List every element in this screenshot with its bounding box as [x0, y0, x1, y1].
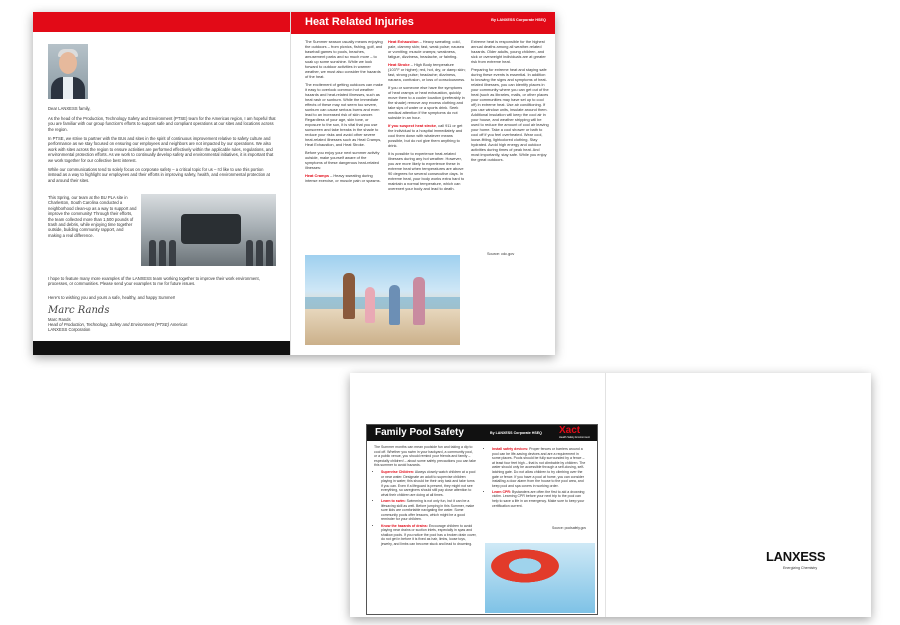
- heat-exhaustion-label: Heat Exhaustion: [388, 39, 419, 44]
- letter-paragraph: In PTSE, we strive to partner with the BUs and sites in the spirit of continuous improvement relative to safety culture and performance as we stay focused on ensuring our employees and neighbors are not impacted by our operations. We also work with sites across the region to ensure activities are performed effectively within the applicable rules, regulations, and environmental protection efforts. As we work to continually develop safety and environmental initiatives, it is important that we work together for our collective best interest.: [48, 136, 274, 163]
- paragraph: The Summer season usually means enjoying the outdoors – from picnics, fishing, golf, and baseball games to pools, beaches, amusement parks and so much more – to soak up some sunshine. While we look forward to outdoor activities in warmer weather, we must also consider the hazards of the heat.: [305, 39, 383, 79]
- article-column-3: [471, 39, 549, 162]
- fold-line: [605, 373, 606, 617]
- tip-label: Know the hazards of drains:: [381, 523, 428, 528]
- article-column-2: [388, 39, 466, 191]
- pool-tips-list: [485, 447, 588, 508]
- cleanup-team-photo: [141, 194, 276, 266]
- pool-safety-article: [366, 424, 598, 615]
- tip-label: Supervise Children:: [381, 469, 415, 474]
- heat-stroke-label: Heat Stroke: [388, 62, 410, 67]
- list-item: [492, 490, 588, 508]
- suspect-stroke-item: [388, 123, 466, 148]
- list-item: [492, 447, 588, 488]
- top-red-bar: [33, 12, 290, 32]
- paragraph: Extreme heat is responsible for the highest annual deaths among all weather-related hazards. Older adults, young children, and sick or overweight individuals are at greater risk from extreme heat.: [471, 39, 546, 64]
- signatory-block: [48, 317, 188, 333]
- tip-label: Learn CPR:: [492, 489, 512, 494]
- letter-paragraph: This Spring, our team at the BU PLA site in Charleston, South Carolina conducted a neighborhood clean-up as a way to support and improve the community! Through their efforts, the team collected more than 1,500 pounds of trash and debris, while enjoying time together outside, building community rapport, and making a real difference.: [48, 195, 137, 238]
- signatory-company: LANXESS Corporation: [48, 327, 91, 333]
- paragraph: It is possible to experience heat-related illnesses during any hot weather. However, you are more likely to experience these in extreme heat when temperatures are above 90 degrees for several consecutive days. In extreme heat, your body works extra hard to maintain a normal temperature, which can overexert your body and lead to death.: [388, 151, 465, 191]
- suspect-stroke-text: , call 911 or get the individual to a hospital immediately and cool them down with whatever means possible, but do not give them anything to drink.: [388, 123, 463, 148]
- list-item: [381, 499, 477, 522]
- tip-text: Always closely watch children at a pool or near water. Designate an adult to supervise children playing in water; this should be their only task and take turns if you can. Even if a lifeguard is present, they might not see everything, so caregivers should still pay close attention to what their children are doing at all times.: [381, 469, 476, 497]
- letter-paragraph: I hope to feature many more examples of the LANXESS team working together to improve their work environment, processes, or communities. Please send your examples to me for future issues.: [48, 276, 260, 287]
- paragraph: The excitement of getting outdoors can make it easy to overlook common hot weather hazards and heat-related illnesses, such as heat rash or sunburn. While the immediate effects of these may not seem too severe, sunburn can cause serious burns and even lead to an increased risk of skin cancer. Regardless of your age, skin tone, or exposure to the sun, it is vital that you use sunscreen and take breaks in the shade to reduce your risks and avoid other severe heat-related illnesses such as Heat Cramps, Heat Exhaustion, and Heat Stroke.: [305, 82, 383, 147]
- pool-byline: By LANXESS Corporate HSEQ: [490, 431, 542, 435]
- pool-intro: The Summer months can mean poolside fun and taking a dip to cool off. Whether you swim in your backyard, a community pool, or a public venue, you should remind your friends and family – especially children! – about some safety precautions you can take this summer to avoid hazards.: [374, 445, 476, 468]
- pool-safety-page: [350, 373, 871, 617]
- author-portrait: [48, 44, 88, 99]
- tip-label: Install safety devices:: [492, 447, 529, 451]
- xact-tagline: Health Safety Environment: [559, 436, 590, 439]
- tip-text: Proper fences or barriers around a pool can be life-saving devices and are a requirement in some places. Pools should be fully surrounded by a fence – at least four feet high – that is not climbable by children. The water should only be accessible through a self-closing, self-latching gate. Do not allow children to try climbing over the gate or fence. If you have a pool at home, you can consider installing a door alarm from the house to the pool area, and keep pool and spa covers in working order.: [492, 447, 586, 488]
- tip-text: Bystanders are often the first to aid a drowning victim. Learning CPR before your next trip to the pool can help to save a life in an emergency. Make sure to keep your certification current.: [492, 489, 585, 508]
- paragraph: If you or someone else have the symptoms of heat cramps or heat exhaustion, quickly move them to a cooler location (preferably in the shade) remove any excess clothing and take sips of water or a sports drink. Seek medical attention if the symptoms do not subside in an hour.: [388, 85, 465, 120]
- heat-cramps-text: – Heavy sweating during intense exercise, or muscle pain or spasms.: [305, 173, 381, 183]
- xact-logo: Xact: [559, 425, 581, 436]
- paragraph: Preparing for extreme heat and staying safe during these events is essential. In addition to knowing the signs and symptoms of heat-related illnesses, you can identify places in your community where you can get out of the heat (such as libraries, malls, or other places your communities may have set up to cool off) in extreme heat. Use air conditioning. If you use window units, insulate around them. Additional insulation will keep the cool air in your house, and weather stripping will be used to reduce the amount of cool air leaving your home. Take a cool shower or bath to cool off if you feel overheated. Wear cool, loose-fitting, lightcolored clothing. Stay hydrated. Avoid high energy and outdoor activities during times of peak heat. And most importantly, stay safe. While you enjoy the great outdoors.: [471, 67, 549, 162]
- signatory-name: Marc Rands: [48, 317, 71, 322]
- bottom-black-bar: [33, 341, 290, 355]
- brand-tagline: Energizing Chemistry: [783, 566, 818, 570]
- article-source: Source: cdc.gov: [487, 252, 515, 256]
- pool-title: Family Pool Safety: [375, 427, 464, 438]
- paragraph: Before you enjoy your next summer activity outside, make yourself aware of the symptoms of these dangerous heat-related illnesses:: [305, 150, 380, 170]
- heat-cramps-label: Heat Cramps: [305, 173, 330, 178]
- tip-label: Learn to swim:: [381, 499, 406, 504]
- letter-greeting: Dear LANXESS family,: [48, 106, 91, 111]
- heat-stroke-item: [388, 62, 466, 82]
- list-item: [381, 524, 477, 547]
- heat-stroke-text: – High Body temperature (103°F or higher); red, hot, dry, or damp skin; fast, strong pulse; headache; dizziness, nausea, confusion, or loss of consciousness.: [388, 62, 466, 82]
- newsletter-spread: [33, 12, 555, 355]
- heat-exhaustion-text: – Heavy sweating; cold, pale, clammy skin; fast, weak pulse; nausea or vomiting; muscle cramps; weakness, fatigue, dizziness, headache, or fainting.: [388, 39, 464, 59]
- family-beach-photo: [305, 255, 460, 345]
- life-ring-icon: [490, 549, 560, 583]
- title-red-bar: [291, 12, 555, 34]
- letter-paragraph: While our communications tend to solely focus on corporate safety – a critical topic for us – I'd like to use this portion instead as a way to highlight our employees and their efforts in improving safety, health, and environmental protection at and around their sites.: [48, 167, 270, 183]
- heat-injuries-page: [290, 12, 555, 355]
- letter-paragraph: As the head of the Production, Technology Safety and Environment (PTSE) team for the Americas region, I am hopeful that you are familiar with our group function's efforts to support safe and compliant operations at our sites and locations across the region.: [48, 116, 276, 132]
- letter-closing: Here's to wishing you and yours a safe, healthy, and happy Summer!: [48, 295, 176, 300]
- article-byline: By LANXESS Corporate HSEQ: [491, 18, 546, 22]
- pool-column-2: [485, 445, 588, 510]
- letter-page: [33, 12, 290, 355]
- pool-source: Source: poolsafely.gov: [552, 526, 587, 530]
- lanxess-logo: LANXESS: [766, 549, 826, 564]
- suspect-stroke-label: If you suspect heat stroke: [388, 123, 436, 128]
- pool-tips-list: [374, 470, 477, 547]
- heat-cramps-item: [305, 173, 383, 183]
- article-title: Heat Related Injuries: [305, 16, 414, 28]
- pool-column-1: [374, 445, 477, 548]
- list-item: [381, 470, 477, 498]
- tip-text: Swimming is not only fun, but it can be a lifesaving skill as well. Before jumping in this Summer, make sure kids are comfortable navigating the water. Some community pools offer lessons, which might be a good reminder for your children.: [381, 499, 475, 522]
- tip-text: Encourage children to avoid playing near drains or suction inlets, especially in spas and shallow pools. If you notice the pool has a broken drain cover, do not get in before it is fixed as hair, limbs, loose toys, jewelry, and limbs can become stuck and lead to drowning.: [381, 523, 477, 546]
- handwritten-signature: Marc Rands: [48, 305, 110, 316]
- pool-title-bar: [367, 425, 597, 441]
- article-column-1: [305, 39, 383, 183]
- heat-exhaustion-item: [388, 39, 466, 59]
- signatory-title: Head of Production, Technology, Safety and Environment (PTSE) Americas: [48, 322, 188, 328]
